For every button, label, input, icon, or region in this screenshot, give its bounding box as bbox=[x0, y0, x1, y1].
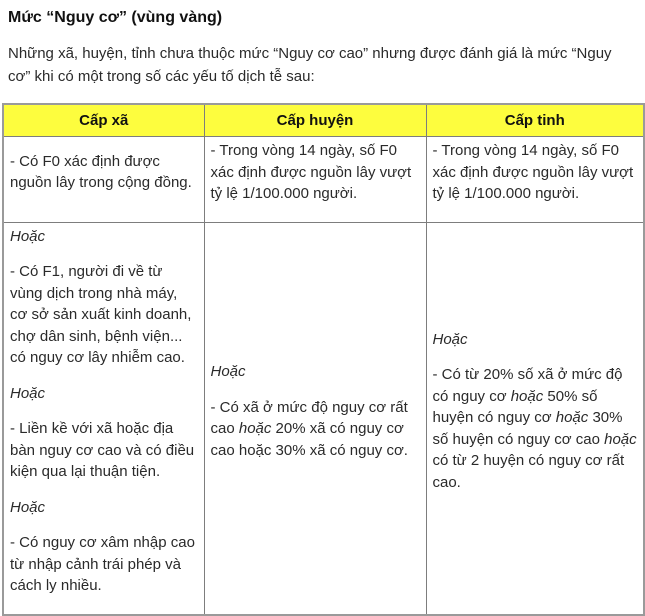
italic-text: Hoặc bbox=[432, 330, 468, 348]
table-cell bbox=[3, 222, 204, 615]
plain-text: - Trong vòng 14 ngày, số F0 xác định được nguồn lây vượt tỷ lệ 1/100.000 người. bbox=[432, 142, 634, 202]
plain-text: - Liền kề với xã hoặc địa bàn nguy cơ cao và có điều kiện qua lại thuận tiện. bbox=[10, 420, 195, 480]
table-header-row bbox=[3, 104, 644, 137]
cell-paragraph bbox=[10, 261, 199, 369]
italic-text: Hoặc bbox=[210, 363, 246, 380]
plain-text: - Có xã ở mức độ nguy cơ rất cao bbox=[210, 398, 408, 437]
table-body bbox=[3, 137, 644, 615]
plain-text: - Có nguy cơ xâm nhập cao từ nhập cảnh trái phép và cách ly nhiều. bbox=[10, 534, 195, 594]
italic-text: hoặc bbox=[238, 420, 272, 437]
cell-paragraph bbox=[211, 361, 421, 383]
risk-criteria-table bbox=[2, 103, 645, 616]
table-cell bbox=[204, 222, 426, 615]
cell-paragraph bbox=[10, 532, 199, 597]
cell-paragraph bbox=[10, 497, 199, 519]
plain-text: 20% xã có nguy cơ cao hoặc 30% xã có nguy cơ. bbox=[210, 420, 408, 459]
plain-text: 50% số huyện có nguy cơ bbox=[432, 387, 598, 427]
italic-text: hoặc bbox=[555, 409, 589, 427]
plain-text: có từ 2 huyện có nguy cơ rất cao. bbox=[432, 452, 625, 491]
cell-paragraph bbox=[10, 383, 199, 405]
column-header: Cấp xã bbox=[3, 104, 204, 137]
plain-text: 30% số huyện có nguy cơ cao bbox=[432, 409, 623, 448]
table-cell bbox=[426, 137, 644, 223]
italic-text: Hoặc bbox=[10, 384, 46, 402]
section-title: Mức “Nguy cơ” (vùng vàng) bbox=[8, 9, 223, 26]
intro-paragraph: Những xã, huyện, tỉnh chưa thuộc mức “Nguy cơ cao” nhưng được đánh giá là mức “Nguy cơ” khi có một trong số các yếu tố dịch tễ sau: bbox=[8, 45, 612, 85]
cell-paragraph bbox=[10, 226, 199, 248]
plain-text: - Có F1, người đi về từ vùng dịch trong nhà máy, cơ sở sản xuất kinh doanh, chợ dân sinh, bệnh viện... có nguy cơ lây nhiễm cao. bbox=[10, 263, 192, 366]
plain-text: - Trong vòng 14 ngày, số F0 xác định được nguồn lây vượt tỷ lệ 1/100.000 người. bbox=[210, 142, 412, 202]
cell-paragraph bbox=[433, 329, 639, 351]
italic-text: hoặc bbox=[604, 430, 637, 448]
italic-text: hoặc bbox=[510, 387, 544, 405]
plain-text: - Có F0 xác định được nguồn lây trong cộng đồng. bbox=[10, 152, 192, 192]
cell-paragraph bbox=[10, 151, 199, 194]
cell-paragraph bbox=[211, 140, 421, 205]
table-cell bbox=[426, 222, 644, 615]
cell-paragraph bbox=[433, 364, 639, 493]
cell-paragraph bbox=[211, 397, 421, 462]
italic-text: Hoặc bbox=[10, 227, 46, 245]
column-header: Cấp tinh bbox=[426, 104, 644, 137]
italic-text: Hoặc bbox=[10, 498, 46, 516]
table-row bbox=[3, 222, 644, 615]
cell-paragraph bbox=[10, 418, 199, 483]
table-cell bbox=[3, 137, 204, 223]
column-header: Cấp huyện bbox=[204, 104, 426, 137]
cell-paragraph bbox=[433, 140, 639, 205]
plain-text: - Có từ 20% số xã ở mức độ có nguy cơ bbox=[432, 366, 623, 405]
table-cell bbox=[204, 137, 426, 223]
table-row bbox=[3, 137, 644, 223]
